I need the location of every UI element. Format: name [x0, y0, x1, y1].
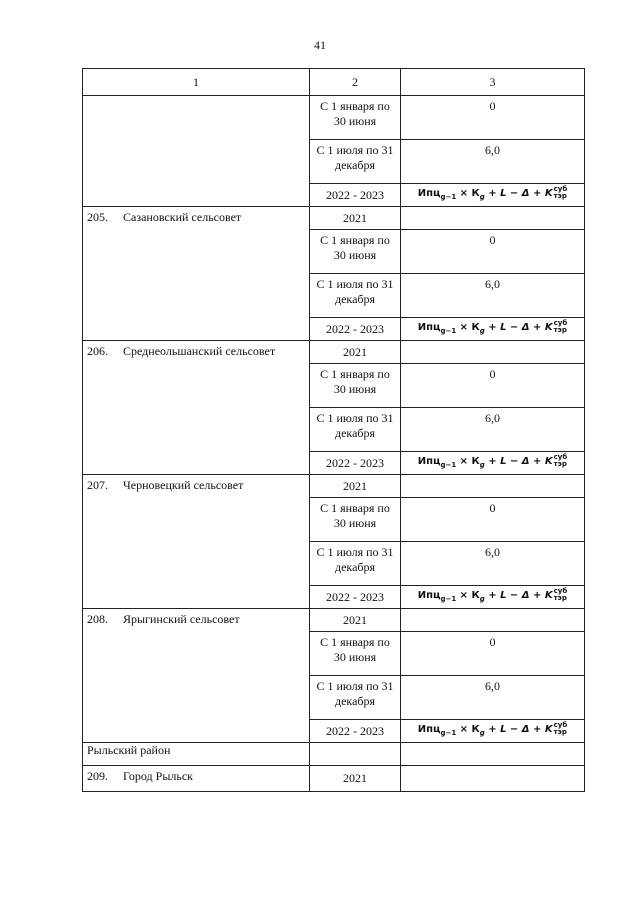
period-cell: 2022 - 2023 [310, 586, 401, 609]
empty-cell [310, 743, 401, 766]
period-cell: 2022 - 2023 [310, 184, 401, 207]
entry-name-cell [83, 96, 310, 207]
value-cell: 6,0 [401, 408, 585, 452]
formula-cell [401, 452, 585, 475]
entry-number: 206. [87, 344, 108, 358]
page-number: 41 [314, 38, 326, 52]
header-col1: 1 [83, 69, 310, 96]
formula-mid: × К [456, 589, 480, 601]
period-cell: 2022 - 2023 [310, 318, 401, 341]
formula-tsub: тэр [553, 191, 567, 200]
formula-msub: g [479, 192, 485, 201]
year-cell: 2021 [310, 341, 401, 364]
value-cell: 0 [401, 230, 585, 274]
value-cell: 0 [401, 632, 585, 676]
formula-sup: суб [553, 318, 568, 327]
empty-cell [401, 207, 585, 230]
formula-sub: g−1 [440, 594, 457, 603]
formula-tail: + L − Δ + K [484, 589, 553, 601]
entry-name-cell [83, 609, 310, 743]
entry-name: Среднеольшанский сельсовет [123, 344, 276, 358]
formula-cell [401, 318, 585, 341]
table-row [83, 766, 585, 792]
period-cell: С 1 июля по 31 декабря [310, 274, 401, 318]
entry-name-cell [83, 475, 310, 609]
period-cell: С 1 января по 30 июня [310, 364, 401, 408]
formula-tsub: тэр [553, 727, 567, 736]
entry-name: Сазановский сельсовет [123, 210, 242, 224]
table-row [83, 609, 585, 632]
table-row [83, 207, 585, 230]
entry-number: 207. [87, 478, 108, 492]
value-cell: 0 [401, 364, 585, 408]
formula-msub: g [479, 728, 485, 737]
formula-cell [401, 184, 585, 207]
formula-cell [401, 586, 585, 609]
value-cell: 0 [401, 498, 585, 542]
formula-main: Ипц [417, 187, 441, 199]
formula-msub: g [479, 326, 485, 335]
region-name: Рыльский район [83, 743, 310, 766]
entry-name-cell [83, 207, 310, 341]
entry-name: Черновецкий сельсовет [123, 478, 244, 492]
period-cell: С 1 января по 30 июня [310, 230, 401, 274]
formula-main: Ипц [417, 455, 441, 467]
formula-sup: суб [553, 586, 568, 595]
entry-number: 209. [87, 769, 108, 783]
formula-sup: суб [553, 452, 568, 461]
formula-sub: g−1 [440, 728, 457, 737]
formula-tail: + L − Δ + K [484, 321, 553, 333]
year-cell: 2021 [310, 609, 401, 632]
period-cell: С 1 июля по 31 декабря [310, 408, 401, 452]
formula-sub: g−1 [440, 460, 457, 469]
entry-number: 205. [87, 210, 108, 224]
formula-mid: × К [456, 455, 480, 467]
empty-cell [401, 743, 585, 766]
value-cell: 6,0 [401, 542, 585, 586]
value-cell: 6,0 [401, 274, 585, 318]
formula-mid: × К [456, 321, 480, 333]
entry-name-cell [83, 766, 310, 792]
value-cell: 0 [401, 96, 585, 140]
period-cell: С 1 июля по 31 декабря [310, 676, 401, 720]
formula-mid: × К [456, 723, 480, 735]
value-cell: 6,0 [401, 140, 585, 184]
period-cell: С 1 января по 30 июня [310, 498, 401, 542]
formula-tail: + L − Δ + K [484, 187, 553, 199]
empty-cell [401, 766, 585, 792]
period-cell: С 1 января по 30 июня [310, 632, 401, 676]
value-cell: 6,0 [401, 676, 585, 720]
table-row [83, 475, 585, 498]
period-cell: С 1 июля по 31 декабря [310, 140, 401, 184]
entry-number: 208. [87, 612, 108, 626]
year-cell: 2021 [310, 207, 401, 230]
formula-msub: g [479, 594, 485, 603]
formula-sup: суб [553, 720, 568, 729]
entry-name-cell [83, 341, 310, 475]
formula-main: Ипц [417, 589, 441, 601]
table-row [83, 96, 585, 140]
header-col2: 2 [310, 69, 401, 96]
year-cell: 2021 [310, 766, 401, 792]
formula-tail: + L − Δ + K [484, 723, 553, 735]
formula-cell [401, 720, 585, 743]
empty-cell [401, 609, 585, 632]
header-row [83, 69, 585, 96]
period-cell: С 1 января по 30 июня [310, 96, 401, 140]
formula-tsub: тэр [553, 593, 567, 602]
formula-tsub: тэр [553, 325, 567, 334]
formula-tail: + L − Δ + K [484, 455, 553, 467]
empty-cell [401, 475, 585, 498]
year-cell: 2021 [310, 475, 401, 498]
header-col3: 3 [401, 69, 585, 96]
region-row [83, 743, 585, 766]
formula-main: Ипц [417, 321, 441, 333]
formula-mid: × К [456, 187, 480, 199]
period-cell: 2022 - 2023 [310, 452, 401, 475]
formula-tsub: тэр [553, 459, 567, 468]
empty-cell [401, 341, 585, 364]
period-cell: С 1 июля по 31 декабря [310, 542, 401, 586]
entry-name: Ярыгинский сельсовет [123, 612, 240, 626]
formula-msub: g [479, 460, 485, 469]
formula-main: Ипц [417, 723, 441, 735]
table-row [83, 341, 585, 364]
formula-sub: g−1 [440, 326, 457, 335]
formula-sup: суб [553, 184, 568, 193]
period-cell: 2022 - 2023 [310, 720, 401, 743]
tariff-table [82, 68, 585, 792]
formula-sub: g−1 [440, 192, 457, 201]
entry-name: Город Рыльск [123, 769, 193, 783]
